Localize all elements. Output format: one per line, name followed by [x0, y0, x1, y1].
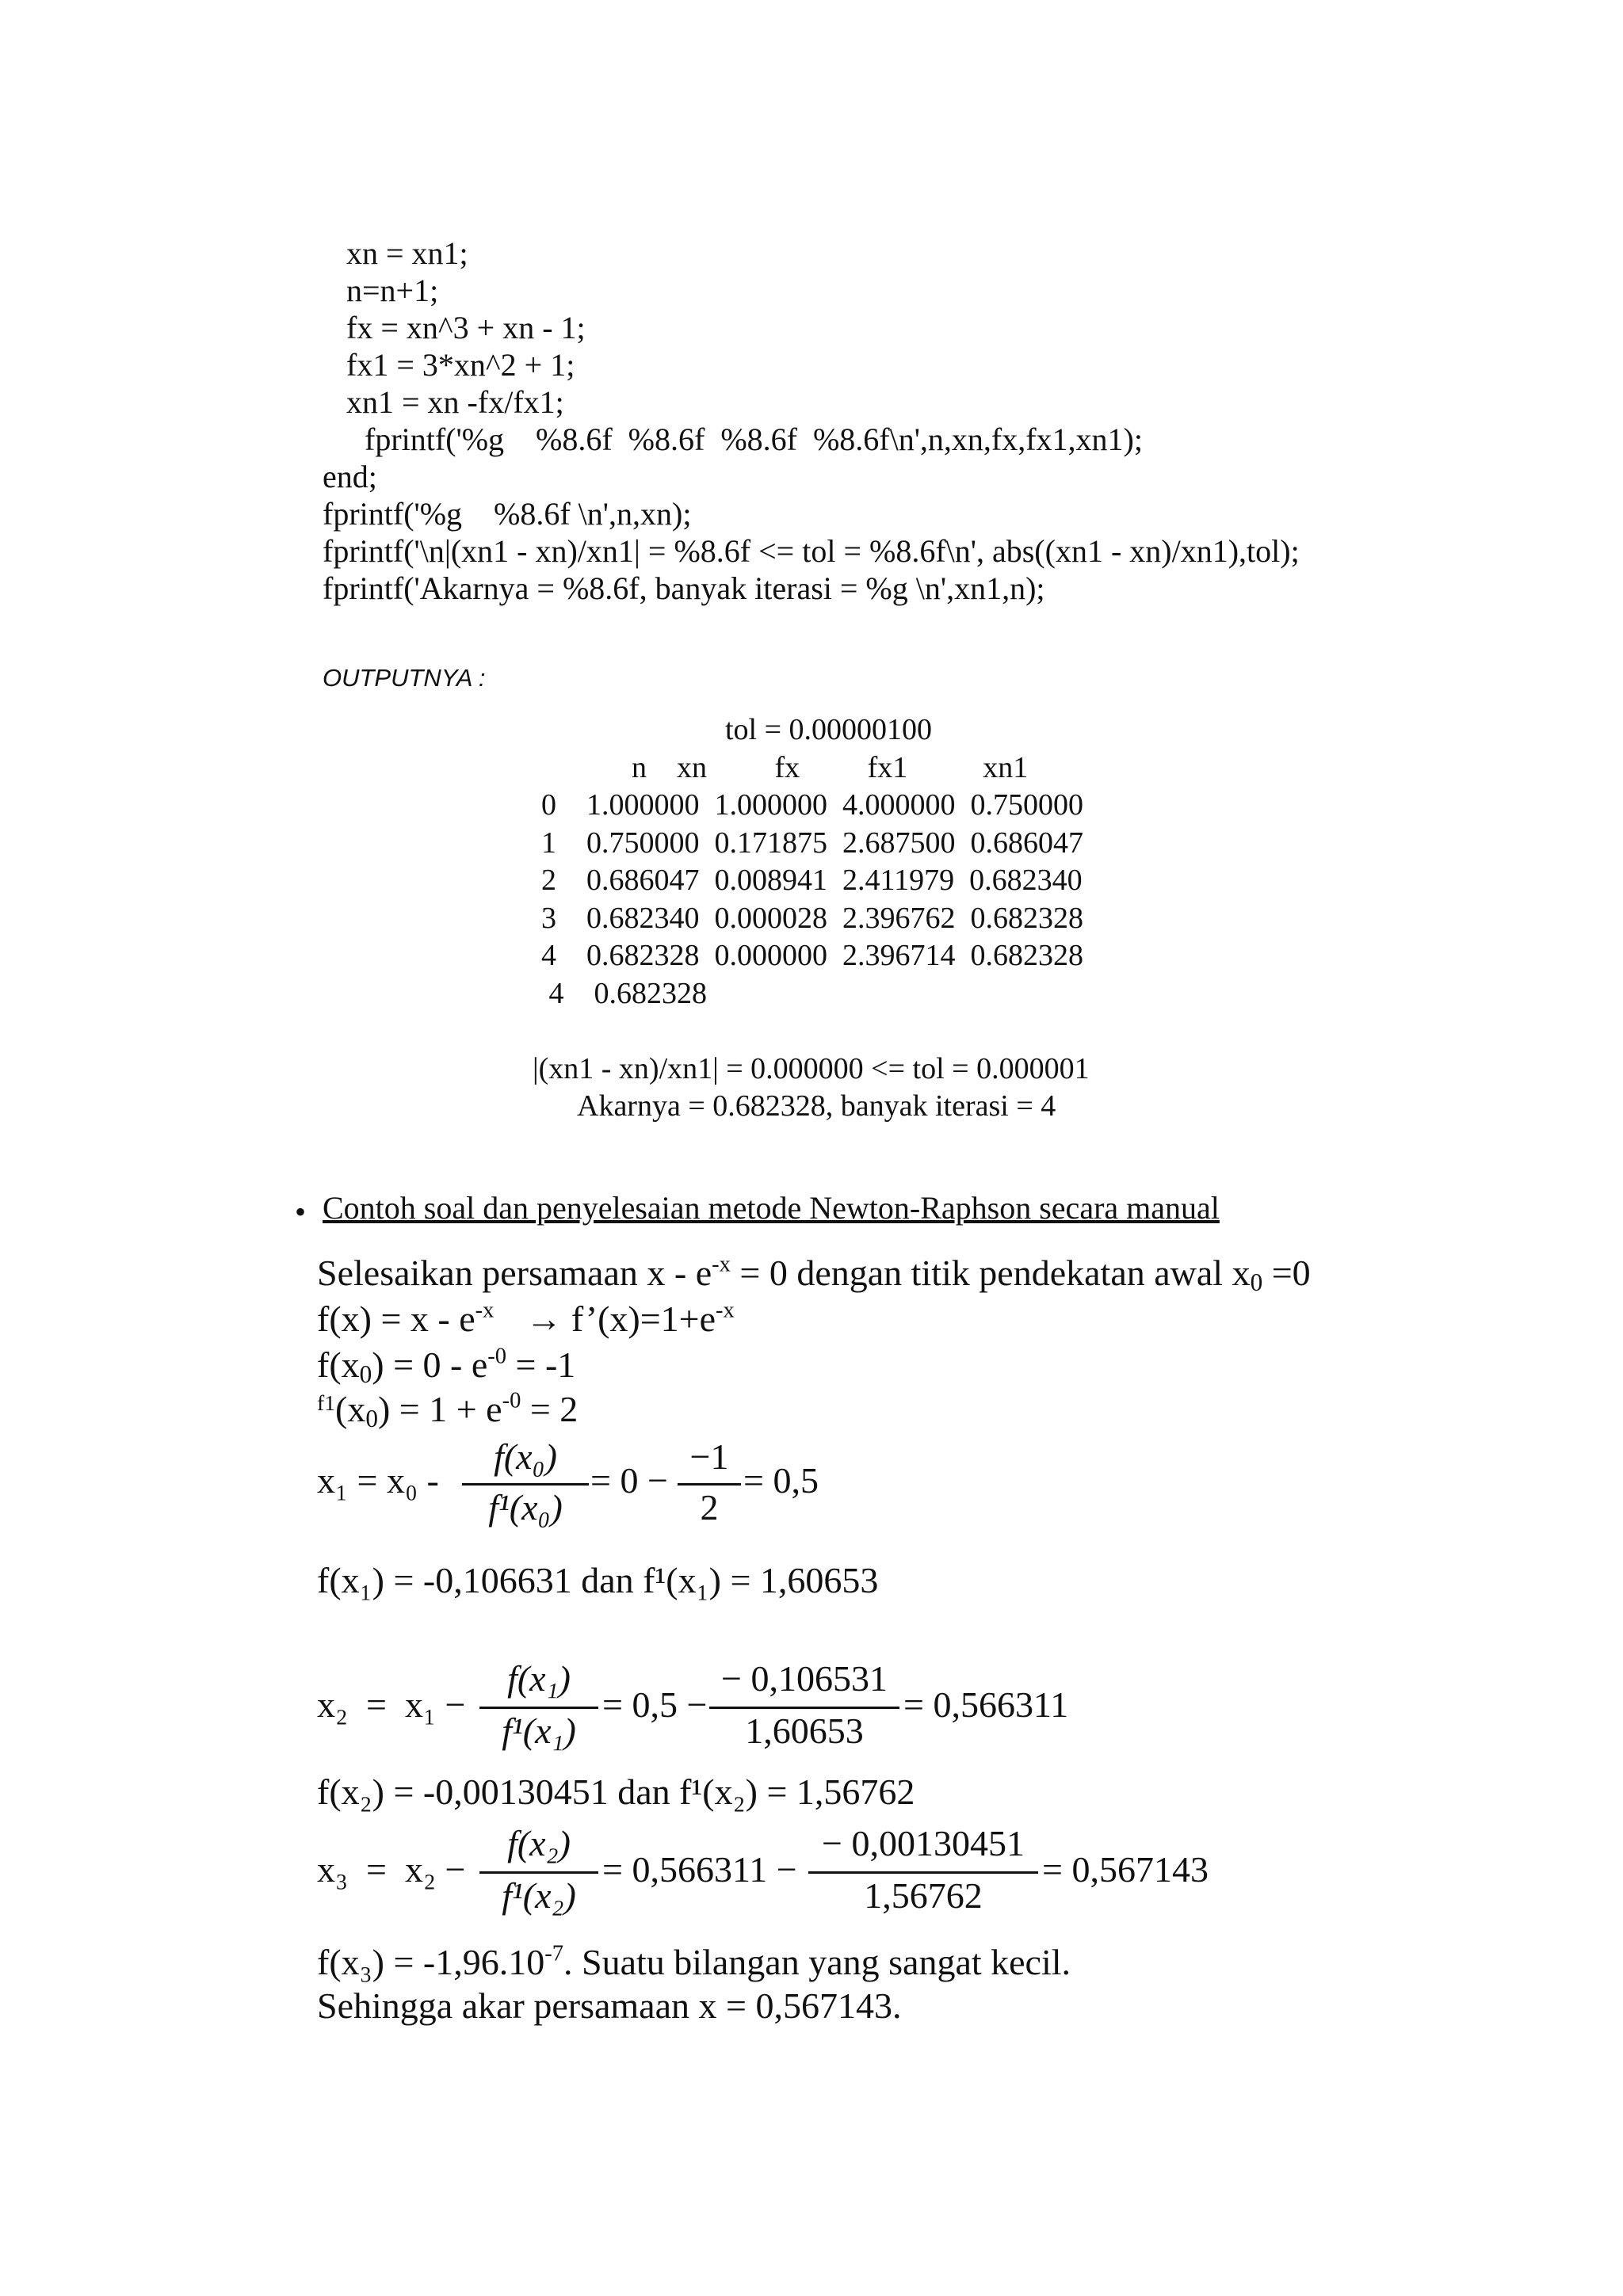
code-line: fx = xn^3 + xn - 1; [346, 310, 586, 345]
output-row: 2 0.686047 0.008941 2.411979 0.682340 [541, 864, 1083, 897]
eq2-fraction2 [709, 1657, 899, 1757]
problem-statement: Selesaikan persamaan $x - e^{-x} = 0$ dengan titik pendekatan awal $x_0 =0$ [317, 1252, 1311, 1296]
eq2-mid: = 0,5 − [602, 1684, 708, 1725]
code-line: fx1 = 3*xn^2 + 1; [346, 347, 575, 383]
code-line: fprintf('%g %8.6f \n',n,xn); [323, 496, 692, 532]
eq2-fraction [479, 1657, 598, 1757]
output-row: 3 0.682340 0.000028 2.396762 0.682328 [541, 902, 1083, 935]
output-result: Akarnya = 0.682328, banyak iterasi = 4 [577, 1089, 1056, 1123]
eq3-fraction [479, 1822, 598, 1922]
f-x2-line: f(x₂) = -0,00130451 dan f¹(x₂) = 1,56762 [317, 1772, 915, 1812]
eq1-fraction2 [678, 1436, 741, 1532]
function-definition: $f(x) = x - e^{-x}$ → $f’(x)=1+e^{-x}$ [317, 1298, 735, 1339]
output-row: 4 0.682328 0.000000 2.396714 0.682328 [541, 939, 1083, 972]
eq3-numerator2: − 0,00130451 [822, 1823, 1025, 1863]
code-line: fprintf('%g %8.6f %8.6f %8.6f %8.6f\n',n,xn,fx,fx1,xn1); [365, 421, 1143, 457]
section-heading: Contoh soal dan penyelesaian metode Newton-Raphson secara manual [323, 1190, 1220, 1226]
code-line: n=n+1; [346, 273, 439, 308]
output-header: n xn fx fx1 xn1 [632, 751, 1029, 784]
eq1-numerator: f(x₀) [494, 1436, 557, 1477]
eq3-rhs: = 0,567143 [1042, 1849, 1209, 1890]
eq2-numerator: f(x₁) [507, 1658, 571, 1699]
eq1-lhs: x₁ = x₀ - [317, 1460, 439, 1501]
eq1-denominator2: 2 [700, 1487, 719, 1527]
code-line: fprintf('Akarnya = %8.6f, banyak iterasi = %g \n',xn1,n); [323, 570, 1045, 606]
eq2-lhs: x₂ = x₁ − [317, 1684, 466, 1725]
code-line: end; [323, 459, 377, 494]
f-x0-line: $f(x_0) = 0 - e^{-0} = -1$ [317, 1344, 576, 1388]
output-row: 4 0.682328 [541, 977, 707, 1010]
output-label: OUTPUTNYA : [323, 664, 486, 692]
output-tol: tol = 0.00000100 [725, 713, 933, 746]
code-line: xn = xn1; [346, 235, 468, 271]
eq2-denominator2: 1,60653 [745, 1711, 864, 1751]
eq3-fraction-bar2 [808, 1871, 1038, 1874]
eq2-denominator: f¹(x₁) [502, 1711, 576, 1751]
f-x1-line: f(x₁) = -0,106631 dan f¹(x₁) = 1,60653 [317, 1560, 879, 1600]
eq3-denominator: f¹(x₂) [502, 1875, 576, 1916]
eq1-denominator: f¹(x₀) [488, 1487, 563, 1527]
eq3-fraction-bar [479, 1871, 598, 1874]
output-row: 1 0.750000 0.171875 2.687500 0.686047 [541, 826, 1083, 860]
bullet-dot: • [295, 1194, 307, 1230]
output-check: |(xn1 - xn)/xn1| = 0.000000 <= tol = 0.000001 [533, 1052, 1090, 1085]
eq1-mid: = 0 − [590, 1460, 668, 1501]
arrow-icon: → [525, 1299, 563, 1339]
f-x3-line: $f(x_3) = -1,96.10^{-7}$. Suatu bilangan yang sangat kecil. [317, 1941, 1071, 1982]
eq1-rhs: = 0,5 [743, 1460, 819, 1501]
eq2-fraction-bar2 [709, 1707, 899, 1709]
eq2-rhs: = 0,566311 [903, 1684, 1069, 1725]
final-root-line: Sehingga akar persamaan x = 0,567143. [317, 1985, 902, 2026]
eq1-fraction-bar [462, 1483, 589, 1486]
eq3-fraction2 [808, 1822, 1038, 1922]
eq3-mid: = 0,566311 − [602, 1849, 797, 1890]
eq1-fraction [462, 1436, 589, 1532]
eq2-numerator2: − 0,106531 [721, 1658, 888, 1699]
eq2-fraction-bar [479, 1707, 598, 1709]
eq3-lhs: x₃ = x₂ − [317, 1849, 466, 1890]
eq3-numerator: f(x₂) [507, 1823, 571, 1863]
f1-x0-line: $^{f1}(x_0) = 1 + e^{-0} = 2$ [317, 1388, 579, 1432]
eq1-fraction-bar2 [678, 1483, 741, 1486]
output-row: 0 1.000000 1.000000 4.000000 0.750000 [541, 788, 1083, 822]
code-line: fprintf('\n|(xn1 - xn)/xn1| = %8.6f <= tol = %8.6f\n', abs((xn1 - xn)/xn1),tol); [323, 533, 1300, 569]
eq1-numerator2: −1 [689, 1436, 729, 1477]
eq3-denominator2: 1,56762 [864, 1875, 983, 1916]
code-line: xn1 = xn -fx/fx1; [346, 384, 564, 420]
